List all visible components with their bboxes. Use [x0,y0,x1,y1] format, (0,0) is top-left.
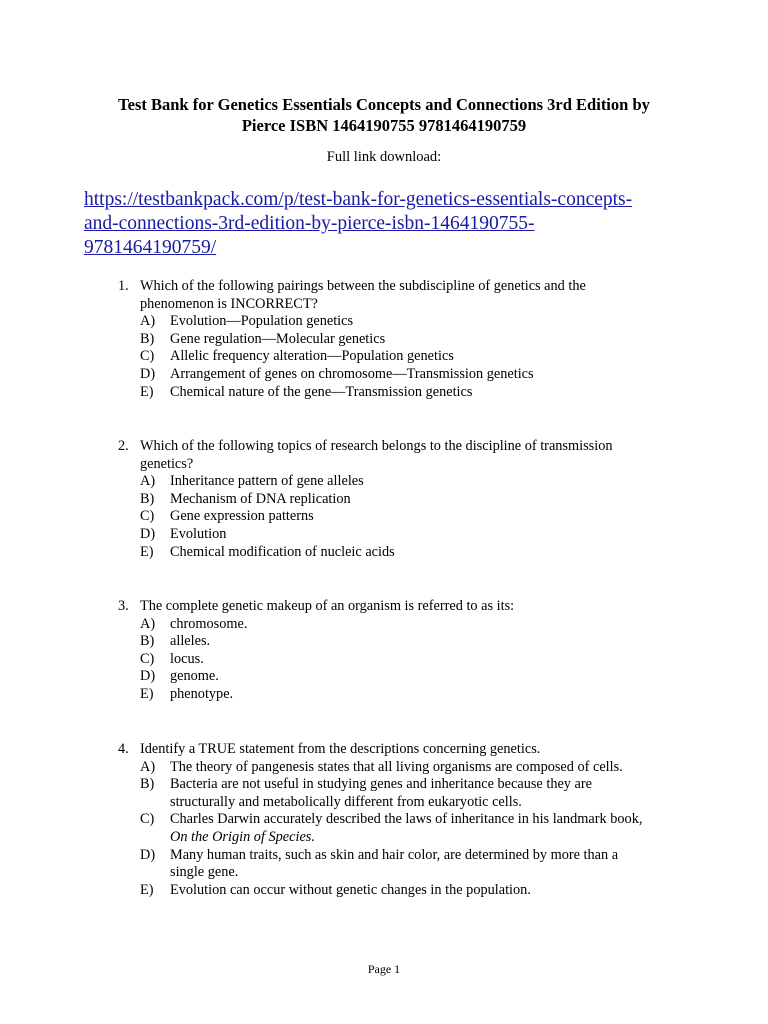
question-text: The complete genetic makeup of an organism is referred to as its: [140,598,515,614]
title-line-2: Pierce ISBN 1464190755 9781464190759 [241,116,527,135]
page-number: Page 1 [367,962,401,976]
option-text [170,847,688,882]
question-text: Identify a TRUE statement from the descriptions concerning genetics. [140,741,541,757]
option-letter: A) [140,615,156,632]
option-text: Inheritance pattern of gene alleles [170,473,364,490]
question-1 [118,278,678,401]
option-letter: B) [140,633,155,650]
option-text-line-2: structurally and metabolically different from eukaryotic cells. [170,793,522,810]
title-line-1: Test Bank for Genetics Essentials Concepts and Connections 3rd Edition by [118,95,650,114]
question-text-line-1: Which of the following topics of research belongs to the discipline of transmission [140,438,613,454]
option-text: Chemical modification of nucleic acids [170,543,395,560]
option-text: Evolution can occur without genetic changes in the population. [170,881,531,898]
option-letter: E) [140,383,154,400]
question-text-line-2: genetics? [140,455,194,472]
answer-option [118,668,678,686]
option-letter: E) [140,543,154,560]
option-letter: D) [140,365,156,382]
link-line-3[interactable]: 9781464190759/ [84,237,217,258]
option-letter: B) [140,776,155,793]
option-letter: B) [140,330,155,347]
option-text: Evolution—Population genetics [170,313,354,330]
option-text: Arrangement of genes on chromosome—Transmission genetics [170,365,534,382]
answer-option [118,544,678,562]
question-stem [118,278,678,313]
option-letter: C) [140,811,155,828]
answer-option [118,473,678,491]
option-letter: A) [140,313,156,330]
question-number: 1. [118,278,129,294]
page-title [60,94,708,136]
answer-option [118,526,678,544]
book-title: On the Origin of Species. [170,828,315,845]
answer-option [118,759,688,777]
answer-option [118,384,678,402]
option-text [170,811,688,846]
option-letter: D) [140,668,156,685]
answer-option [118,776,688,811]
answer-option [118,633,678,651]
question-text [140,278,678,313]
link-line-2[interactable]: and-connections-3rd-edition-by-pierce-isbn-1464190755- [84,213,535,234]
option-letter: D) [140,525,156,542]
option-letter: E) [140,685,154,702]
option-text: Gene expression patterns [170,508,314,525]
link-line-1[interactable]: https://testbankpack.com/p/test-bank-for-genetics-essentials-concepts- [84,189,633,210]
question-number: 2. [118,438,129,454]
option-text: alleles. [170,633,211,650]
answer-option [118,331,678,349]
option-letter: D) [140,846,156,863]
question-3 [118,598,678,704]
option-text: genome. [170,668,219,685]
option-text [170,776,688,811]
option-text-line-1: Bacteria are not useful in studying genes and inheritance because they are [170,776,592,793]
option-text: chromosome. [170,615,248,632]
option-text: phenotype. [170,685,234,702]
question-number: 4. [118,741,129,757]
answer-option [118,651,678,669]
answer-option [118,847,688,882]
answer-option [118,491,678,509]
question-text-line-2: phenomenon is INCORRECT? [140,295,318,312]
answer-option [118,313,678,331]
answer-option [118,686,678,704]
question-stem [118,598,678,616]
option-text-line-1: Charles Darwin accurately described the laws of inheritance in his landmark book, [170,811,643,828]
answer-option [118,811,688,846]
question-2 [118,438,678,561]
option-letter: C) [140,348,155,365]
option-letter: C) [140,650,155,667]
option-text: Gene regulation—Molecular genetics [170,330,386,347]
option-text-line-1: Many human traits, such as skin and hair color, are determined by more than a [170,846,619,863]
option-letter: A) [140,758,156,775]
subtitle: Full link download: [326,149,442,165]
question-text [140,438,678,473]
answer-option [118,366,678,384]
option-letter: C) [140,508,155,525]
option-text: locus. [170,650,204,667]
option-letter: E) [140,881,154,898]
answer-option [118,508,678,526]
option-letter: A) [140,473,156,490]
question-stem [118,438,678,473]
option-text: The theory of pangenesis states that all living organisms are composed of cells. [170,758,623,775]
download-link[interactable] [84,188,684,260]
answer-option [118,616,678,634]
option-text: Chemical nature of the gene—Transmission genetics [170,383,473,400]
answer-option [118,348,678,366]
question-stem [118,741,688,759]
question-4 [118,741,688,899]
option-text-line-2: single gene. [170,864,239,881]
question-number: 3. [118,598,129,614]
answer-option [118,882,688,900]
question-text-line-1: Which of the following pairings between the subdiscipline of genetics and the [140,278,586,294]
option-text: Evolution [170,525,227,542]
option-text: Mechanism of DNA replication [170,490,351,507]
option-text: Allelic frequency alteration—Population genetics [170,348,454,365]
option-letter: B) [140,490,155,507]
